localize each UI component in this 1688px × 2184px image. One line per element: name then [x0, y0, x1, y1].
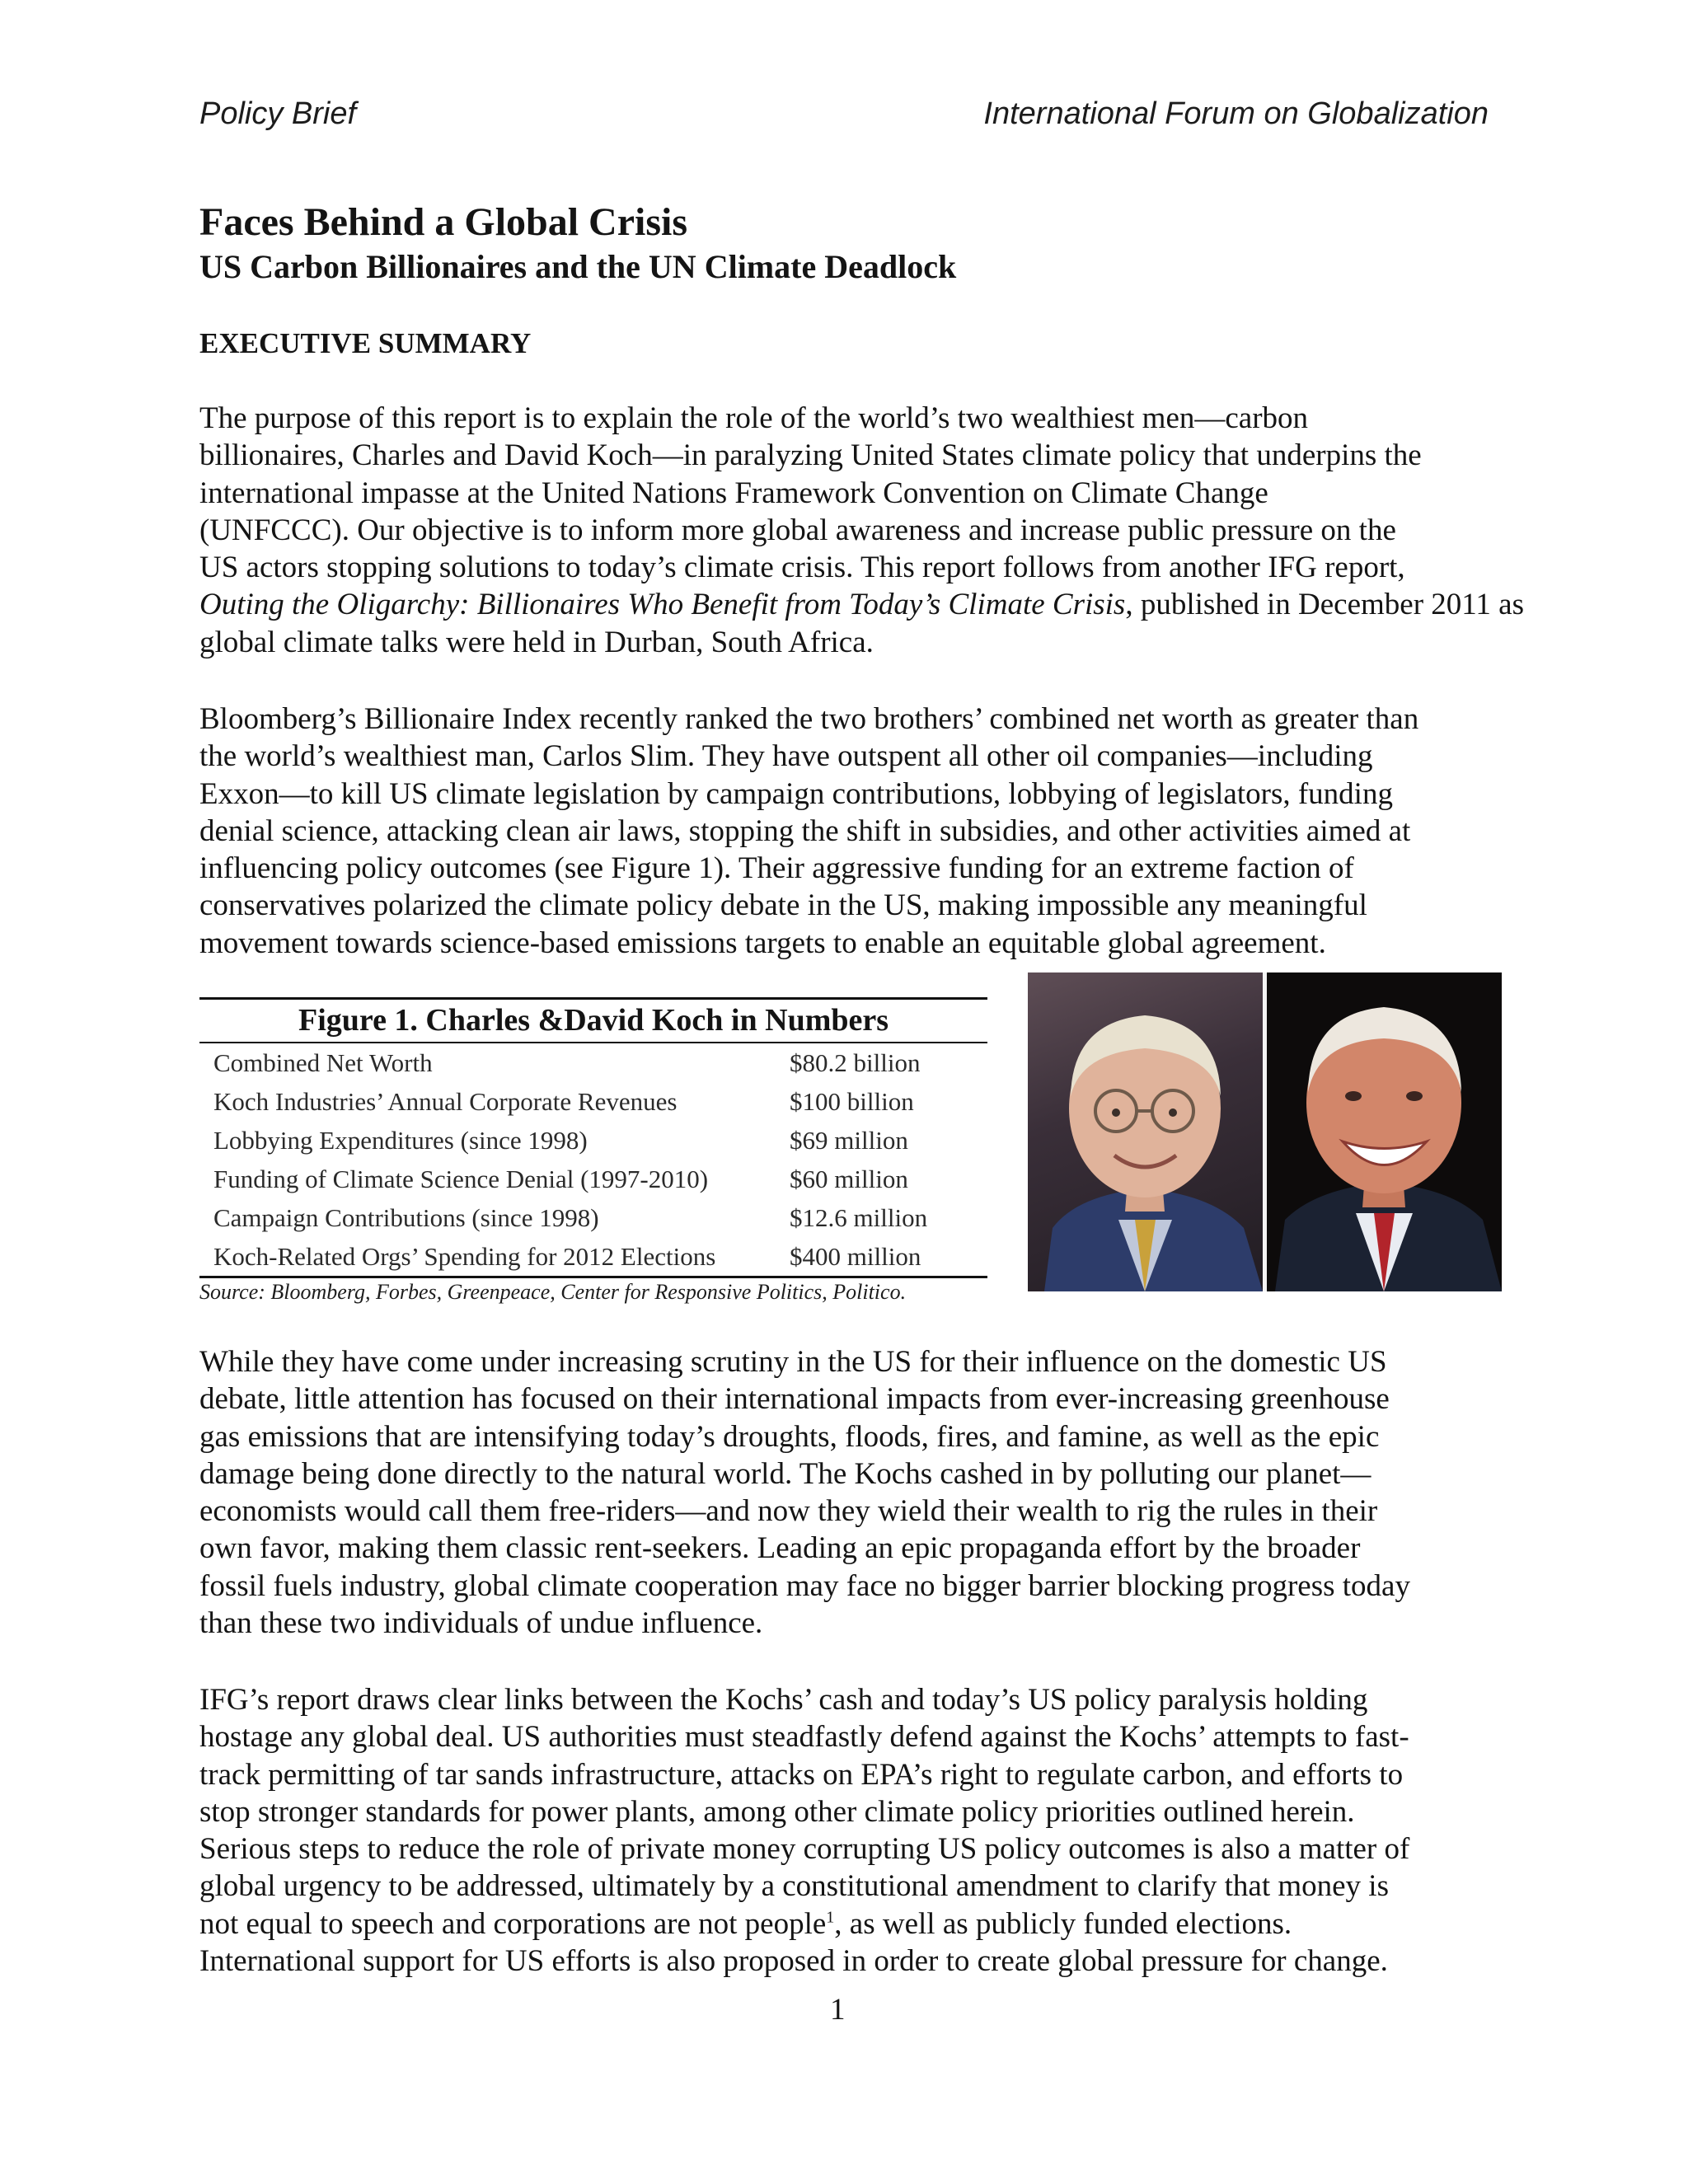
text-line: global climate talks were held in Durban, South Africa. — [199, 625, 874, 659]
table-cell-value: $80.2 billion — [790, 1047, 921, 1077]
text-line: movement towards science-based emissions targets to enable an equitable global agreement. — [199, 926, 1326, 960]
figure-data-table — [199, 1043, 987, 1276]
text-fragment: not equal to speech and corporations are not people — [199, 1906, 827, 1941]
text-line: track permitting of tar sands infrastructure, attacks on EPA’s right to regulate carbon, and efforts to — [199, 1757, 1404, 1792]
header-right: International Forum on Globalization — [983, 96, 1489, 131]
table-cell-value: $12.6 million — [790, 1202, 928, 1232]
portrait-david-koch — [1267, 972, 1502, 1291]
table-cell-label: Funding of Climate Science Denial (1997-2010) — [213, 1164, 709, 1193]
table-row — [199, 1043, 987, 1082]
text-line: Serious steps to reduce the role of private money corrupting US policy outcomes is also a matter of — [199, 1832, 1410, 1867]
paragraph-3 — [199, 1343, 1493, 1642]
text-fragment: , published in December 2011 as — [1125, 588, 1524, 622]
header-left: Policy Brief — [199, 96, 357, 131]
text-line: global urgency to be addressed, ultimately by a constitutional amendment to clarify that money is — [199, 1869, 1389, 1904]
section-heading: EXECUTIVE SUMMARY — [199, 327, 532, 359]
table-cell-value: $69 million — [790, 1125, 908, 1155]
table-cell-value: $400 million — [790, 1241, 921, 1271]
text-line: own favor, making them classic rent-seekers. Leading an epic propaganda effort by the broader — [199, 1531, 1361, 1566]
paragraph-2 — [199, 701, 1493, 962]
text-line: billionaires, Charles and David Koch—in paralyzing United States climate policy that underpins the — [199, 438, 1422, 473]
portrait-charles-koch — [1028, 972, 1263, 1291]
document-subtitle: US Carbon Billionaires and the UN Climate Deadlock — [199, 248, 957, 285]
table-cell-value: $60 million — [790, 1164, 908, 1193]
report-title-italic: Outing the Oligarchy: Billionaires Who Benefit from Today’s Climate Crisis — [199, 588, 1126, 622]
text-line: debate, little attention has focused on their international impacts from ever-increasing greenhouse — [199, 1382, 1390, 1417]
table-cell-label: Koch-Related Orgs’ Spending for 2012 Elections — [213, 1241, 716, 1271]
paragraph-1 — [199, 400, 1524, 661]
text-line — [199, 1905, 1493, 1943]
text-line: fossil fuels industry, global climate cooperation may face no bigger barrier blocking progress today — [199, 1568, 1410, 1603]
table-cell-value: $100 billion — [790, 1086, 914, 1116]
text-line — [199, 586, 1524, 623]
table-cell-label: Lobbying Expenditures (since 1998) — [213, 1125, 588, 1155]
table-cell-label: Campaign Contributions (since 1998) — [213, 1202, 599, 1232]
text-line: US actors stopping solutions to today’s climate crisis. This report follows from another IFG report, — [199, 551, 1405, 585]
text-line: International support for US efforts is also proposed in order to create global pressure for change. — [199, 1944, 1388, 1979]
table-cell-label: Combined Net Worth — [213, 1047, 433, 1077]
figure-1-table — [199, 997, 987, 1305]
text-line: denial science, attacking clean air laws, stopping the shift in subsidies, and other activities aimed at — [199, 813, 1411, 848]
koch-brothers-photo — [1028, 972, 1502, 1291]
text-line: conservatives polarized the climate policy debate in the US, making impossible any meaningful — [199, 888, 1367, 923]
portrait-david-illustration — [1267, 972, 1502, 1291]
text-line: IFG’s report draws clear links between the Kochs’ cash and today’s US policy paralysis holding — [199, 1683, 1368, 1717]
text-line: the world’s wealthiest man, Carlos Slim. They have outspent all other oil companies—including — [199, 739, 1373, 774]
text-line: than these two individuals of undue influence. — [199, 1606, 763, 1641]
table-row — [199, 1160, 987, 1198]
text-line: gas emissions that are intensifying today’s droughts, floods, fires, and famine, as well as the epic — [199, 1419, 1380, 1454]
document-title: Faces Behind a Global Crisis — [199, 200, 688, 244]
table-cell-label: Koch Industries’ Annual Corporate Revenues — [213, 1086, 678, 1116]
text-line: economists would call them free-riders—and now they wield their wealth to rig the rules in their — [199, 1494, 1378, 1529]
text-line: hostage any global deal. US authorities must steadfastly defend against the Kochs’ attempts to fast- — [199, 1720, 1409, 1755]
text-line: influencing policy outcomes (see Figure 1). Their aggressive funding for an extreme faction of — [199, 851, 1354, 886]
text-line: The purpose of this report is to explain the role of the world’s two wealthiest men—carbon — [199, 401, 1309, 435]
footnote-marker[interactable]: 1 — [826, 1908, 835, 1927]
table-row — [199, 1198, 987, 1237]
figure-source: Source: Bloomberg, Forbes, Greenpeace, Center for Responsive Politics, Politico. — [199, 1280, 907, 1304]
paragraph-4 — [199, 1681, 1493, 1980]
text-line: Bloomberg’s Billionaire Index recently ranked the two brothers’ combined net worth as greater than — [199, 702, 1419, 736]
text-line: stop stronger standards for power plants, among other climate policy priorities outlined herein. — [199, 1794, 1355, 1829]
figure-title: Figure 1. Charles &David Koch in Numbers — [298, 1003, 889, 1038]
text-fragment: , as well as publicly funded elections. — [834, 1906, 1292, 1941]
text-line: Exxon—to kill US climate legislation by campaign contributions, lobbying of legislators, funding — [199, 776, 1393, 811]
text-line: While they have come under increasing scrutiny in the US for their influence on the domestic US — [199, 1345, 1387, 1379]
text-line: (UNFCCC). Our objective is to inform more global awareness and increase public pressure on the — [199, 513, 1396, 547]
table-row — [199, 1237, 987, 1276]
table-row — [199, 1082, 987, 1121]
text-line: damage being done directly to the natural world. The Kochs cashed in by polluting our planet— — [199, 1456, 1372, 1491]
page-number: 1 — [830, 1993, 846, 2027]
table-rule-bottom — [199, 1276, 987, 1278]
table-row — [199, 1121, 987, 1160]
portrait-charles-illustration — [1028, 972, 1263, 1291]
text-line: international impasse at the United Nations Framework Convention on Climate Change — [199, 476, 1268, 510]
